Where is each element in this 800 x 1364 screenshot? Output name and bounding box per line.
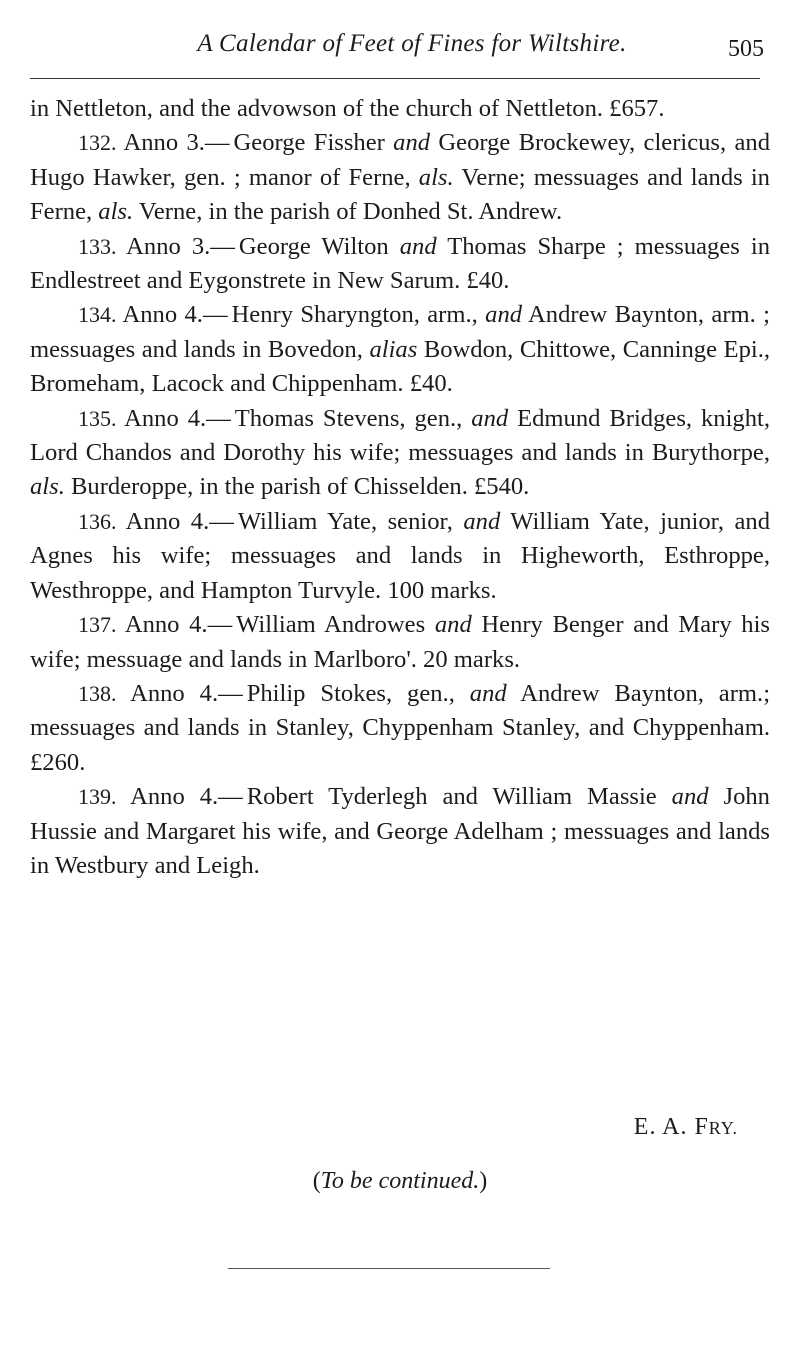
- entry-text: John Hussie and Margaret his wife, and George Adelham ; messuages and lands in Westbury and Leigh.: [30, 783, 770, 879]
- entry-text-italic: and: [485, 301, 523, 329]
- entry-text-italic: als.: [418, 163, 454, 191]
- entry-text: William Androwes: [236, 611, 435, 639]
- continuation-paragraph: in Nettleton, and the advowson of the church of Nettleton. £657.: [30, 95, 665, 122]
- entry-number: 137.: [78, 612, 117, 638]
- entry-anno: Anno 3.—: [123, 129, 230, 157]
- entry-text: William Yate, junior, and Agnes his wife; messuages and lands in Higheworth, Esthroppe, Westhroppe, and Hampton Turvyle. 100 marks.: [30, 507, 770, 604]
- entry-number: 134.: [78, 302, 117, 328]
- header-rule: [30, 78, 760, 79]
- entry-text-italic: and: [399, 232, 437, 260]
- entry-text-italic: and: [434, 611, 472, 639]
- entry-text: Henry Sharyngton, arm.,: [231, 301, 486, 329]
- entry-text: Bowdon, Chittowe, Canninge Epi., Bromeham, Lacock and Chippenham. £40.: [30, 335, 770, 398]
- entry-anno: Anno 4.—: [130, 679, 243, 707]
- signature-surname: RY.: [708, 1118, 738, 1138]
- entry-text-italic: and: [471, 404, 509, 432]
- open-paren: (: [312, 1168, 321, 1194]
- continued-text: To be continued.: [320, 1168, 480, 1194]
- entry-text-italic: als.: [98, 198, 134, 226]
- entry-135: [30, 402, 770, 505]
- entry-anno: Anno 4.—: [124, 404, 231, 432]
- entry-text: George Fissher: [233, 129, 394, 157]
- entry-text: William Yate, senior,: [237, 507, 464, 535]
- entry-text: Burderoppe, in the parish of Chisselden. £540.: [64, 473, 530, 501]
- entry-text: Henry Benger and Mary his wife; messuage and lands in Marlboro'. 20 marks.: [30, 611, 771, 673]
- author-signature: [634, 1114, 738, 1141]
- entry-139: [30, 780, 770, 883]
- entry-137: [30, 608, 770, 677]
- to-be-continued-note: [0, 1168, 800, 1195]
- entry-text-italic: and: [671, 783, 709, 811]
- close-paren: ): [479, 1168, 488, 1194]
- entry-anno: Anno 4.—: [125, 507, 234, 535]
- entry-text-italic: and: [469, 679, 507, 707]
- signature-initials: E. A. F: [633, 1114, 709, 1140]
- entry-number: 133.: [78, 233, 117, 259]
- entry-anno: Anno 4.—: [122, 301, 228, 329]
- entry-anno: Anno 4.—: [124, 611, 233, 639]
- entry-text: George Wilton: [238, 232, 400, 260]
- entry-text: Thomas Sharpe ; messuages in Endlestreet and Eygonstrete in New Sarum. £40.: [30, 232, 770, 295]
- entry-text: Thomas Stevens, gen.,: [234, 404, 472, 432]
- entry-133: [30, 230, 770, 299]
- page-header: [30, 28, 770, 68]
- entry-number: 136.: [78, 508, 117, 534]
- entry-anno: Anno 3.—: [126, 232, 235, 260]
- entry-text: Andrew Baynton, arm.; messuages and lands in Stanley, Chyppenham Stanley, and Chyppenham. £260.: [30, 679, 771, 776]
- entry-number: 139.: [78, 784, 117, 810]
- entry-text: Edmund Bridges, knight, Lord Chandos and Dorothy his wife; messuages and lands in Burythorpe,: [30, 404, 770, 467]
- end-rule: [228, 1268, 550, 1269]
- entry-number: 138.: [78, 680, 117, 706]
- page-number: 505: [728, 36, 764, 62]
- entry-136: [30, 505, 770, 608]
- entry-text: Andrew Baynton, arm. ; messuages and lands in Bovedon,: [30, 301, 770, 363]
- entry-132: [30, 126, 770, 229]
- calendar-entries: [30, 92, 770, 883]
- entry-text: Verne; messuages and lands in Ferne,: [30, 163, 770, 226]
- entry-number: 132.: [78, 130, 117, 156]
- entry-text: Verne, in the parish of Donhed St. Andrew.: [133, 198, 563, 226]
- entry-text: George Brockewey, clericus, and Hugo Hawker, gen. ; manor of Ferne,: [30, 129, 770, 191]
- entry-text: Philip Stokes, gen.,: [246, 679, 470, 707]
- entry-134: [30, 298, 770, 401]
- entry-138: [30, 677, 770, 780]
- entry-anno: Anno 4.—: [130, 783, 243, 811]
- entry-text-italic: alias: [369, 335, 418, 363]
- entry-text-italic: and: [463, 507, 501, 535]
- entry-number: 135.: [78, 405, 117, 431]
- entry-text: Robert Tyderlegh and William Massie: [246, 783, 672, 811]
- running-title: A Calendar of Feet of Fines for Wiltshire.: [197, 30, 627, 57]
- entry-text-italic: als.: [30, 473, 65, 501]
- entry-text-italic: and: [393, 129, 431, 157]
